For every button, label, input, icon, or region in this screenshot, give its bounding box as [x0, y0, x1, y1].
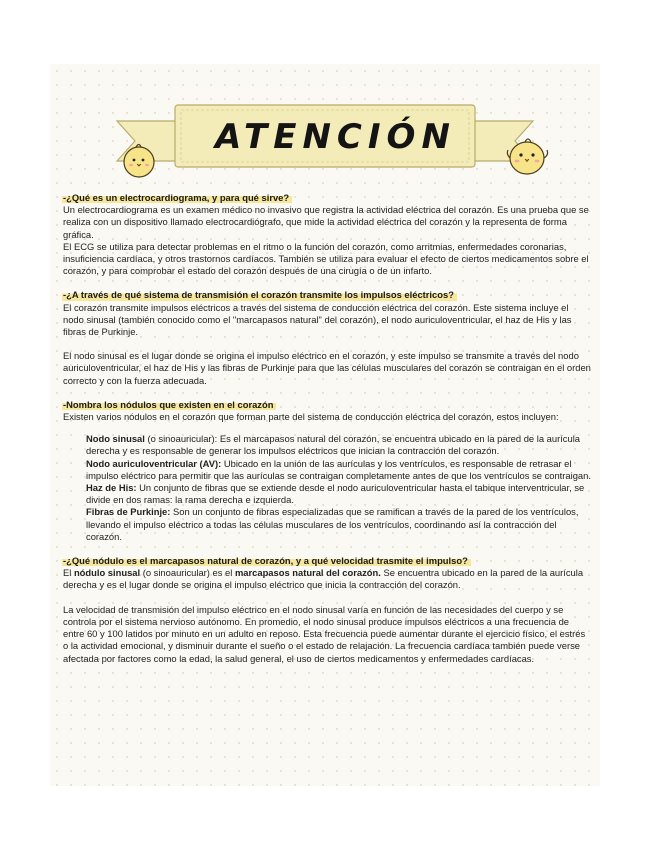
- answer-paragraph: Un electrocardiograma es un examen médico no invasivo que registra la actividad eléctrica del corazón. Es una prueba que se realiza con un dispositivo llamado electrocardiógrafo, que mide la actividad eléctrica del corazón y la representa de forma gráfica.: [63, 204, 589, 240]
- list-text: Ubicado en la unión de las aurículas y los ventrículos, es responsable de retrasar el impulso eléctrico para permitir que las aurículas se contraigan completamente antes de que los ventrículos se contraigan.: [86, 457, 591, 481]
- answer-paragraph: [63, 567, 591, 591]
- answer-text: El: [63, 567, 74, 579]
- chick-sticker-icon: [120, 140, 158, 180]
- answer-text: Se encuentra ubicado en la pared de la aurícula derecha y es el lugar donde se origina el impulso eléctrico que inicia la contracción del corazón.: [63, 567, 584, 591]
- list-item: [86, 458, 591, 482]
- section-pacemaker: [63, 555, 591, 665]
- list-item: [86, 506, 591, 543]
- list-term: Haz de His:: [86, 482, 137, 494]
- list-item: [86, 433, 591, 457]
- notes-page: [50, 64, 600, 786]
- answer-paragraph: La velocidad de transmisión del impulso eléctrico en el nodo sinusal varía en función de las necesidades del cuerpo y se controla por el sistema nervioso autónomo. En promedio, el nodo sinusal produce impulsos eléctricos a una frecuencia de entre 60 y 100 latidos por minuto en un adulto en reposo. Esta frecuencia puede aumentar durante el ejercicio físico, el estrés o la actividad emocional, y disminuir durante el sueño o el estado de relajación. La frecuencia cardíaca también puede verse afectada por factores como la edad, la salud general, el uso de ciertos medicamentos y enfermedades cardíacas.: [63, 603, 586, 664]
- chick-sticker-icon: [505, 134, 551, 178]
- list-text: Son un conjunto de fibras especializadas que se ramifican a través de la pared de los ventrículos, llevando el impulso eléctrico a todas las células musculares de los ventrículos, coordinando así la contracción del corazón.: [86, 506, 579, 542]
- list-text: Un conjunto de fibras que se extiende desde el nodo auriculoventricular hasta el tabique interventricular, se divide en dos ramas: la rama derecha e izquierda.: [86, 482, 585, 506]
- answer-bold: nódulo sinusal: [73, 567, 141, 579]
- section-ecg: [63, 192, 591, 277]
- node-list: [86, 433, 591, 543]
- question-heading: -¿Qué nódulo es el marcapasos natural de corazón, y a qué velocidad trasmite el impulso?: [62, 555, 471, 567]
- answer-paragraph: El corazón transmite impulsos eléctricos a través del sistema de conducción eléctrica del corazón. Este sistema incluye el nodo sinusal (también conocido como el "marcapasos natural" del corazón), el nodo auriculoventricular, el haz de His y las fibras de Purkinje.: [63, 301, 572, 338]
- answer-bold: marcapasos natural del corazón.: [234, 567, 381, 579]
- answer-paragraph: El nodo sinusal es el lugar donde se origina el impulso eléctrico en el corazón, y este impulso se transmite a través del nodo auriculoventricular, el haz de His y las fibras de Purkinje para que las células musculares del corazón se contraigan en el orden correcto y con la fuerza adecuada.: [63, 350, 591, 386]
- section-conduction-system: [63, 289, 591, 386]
- section-nodes: [63, 399, 591, 543]
- question-heading: -Nombra los nódulos que existen en el corazón: [62, 399, 276, 411]
- list-item: [86, 482, 591, 506]
- answer-paragraph: Existen varios nódulos en el corazón que forman parte del sistema de conducción eléctrica del corazón, estos incluyen:: [63, 411, 559, 423]
- question-heading: -¿A través de qué sistema de transmisión el corazón transmite los impulsos eléctricos?: [62, 289, 457, 301]
- notes-content: [63, 192, 591, 665]
- answer-paragraph: El ECG se utiliza para detectar problemas en el ritmo o la función del corazón, como arritmias, enfermedades coronarias, insuficiencia cardíaca, y otros trastornos cardíacos. También se utiliza para evaluar el efecto de ciertos medicamentos sobre el corazón, y para comprobar el estado del corazón después de una cirugía o de un infarto.: [63, 240, 589, 277]
- list-term: Fibras de Purkinje:: [86, 506, 171, 518]
- list-term: Nodo auriculoventricular (AV):: [86, 457, 222, 469]
- list-text: (o sinoauricular): Es el marcapasos natural del corazón, se encuentra ubicado en la pared de la aurícula derecha y es responsable de generar los impulsos eléctricos que inician la contracción del corazón.: [86, 433, 581, 457]
- title-banner: [115, 99, 535, 177]
- list-term: Nodo sinusal: [86, 433, 145, 445]
- question-heading: -¿Qué es un electrocardiograma, y para qué sirve?: [62, 192, 292, 204]
- answer-text: (o sinoauricular) es el: [140, 567, 235, 579]
- banner-title: ATENCIÓN: [215, 117, 456, 157]
